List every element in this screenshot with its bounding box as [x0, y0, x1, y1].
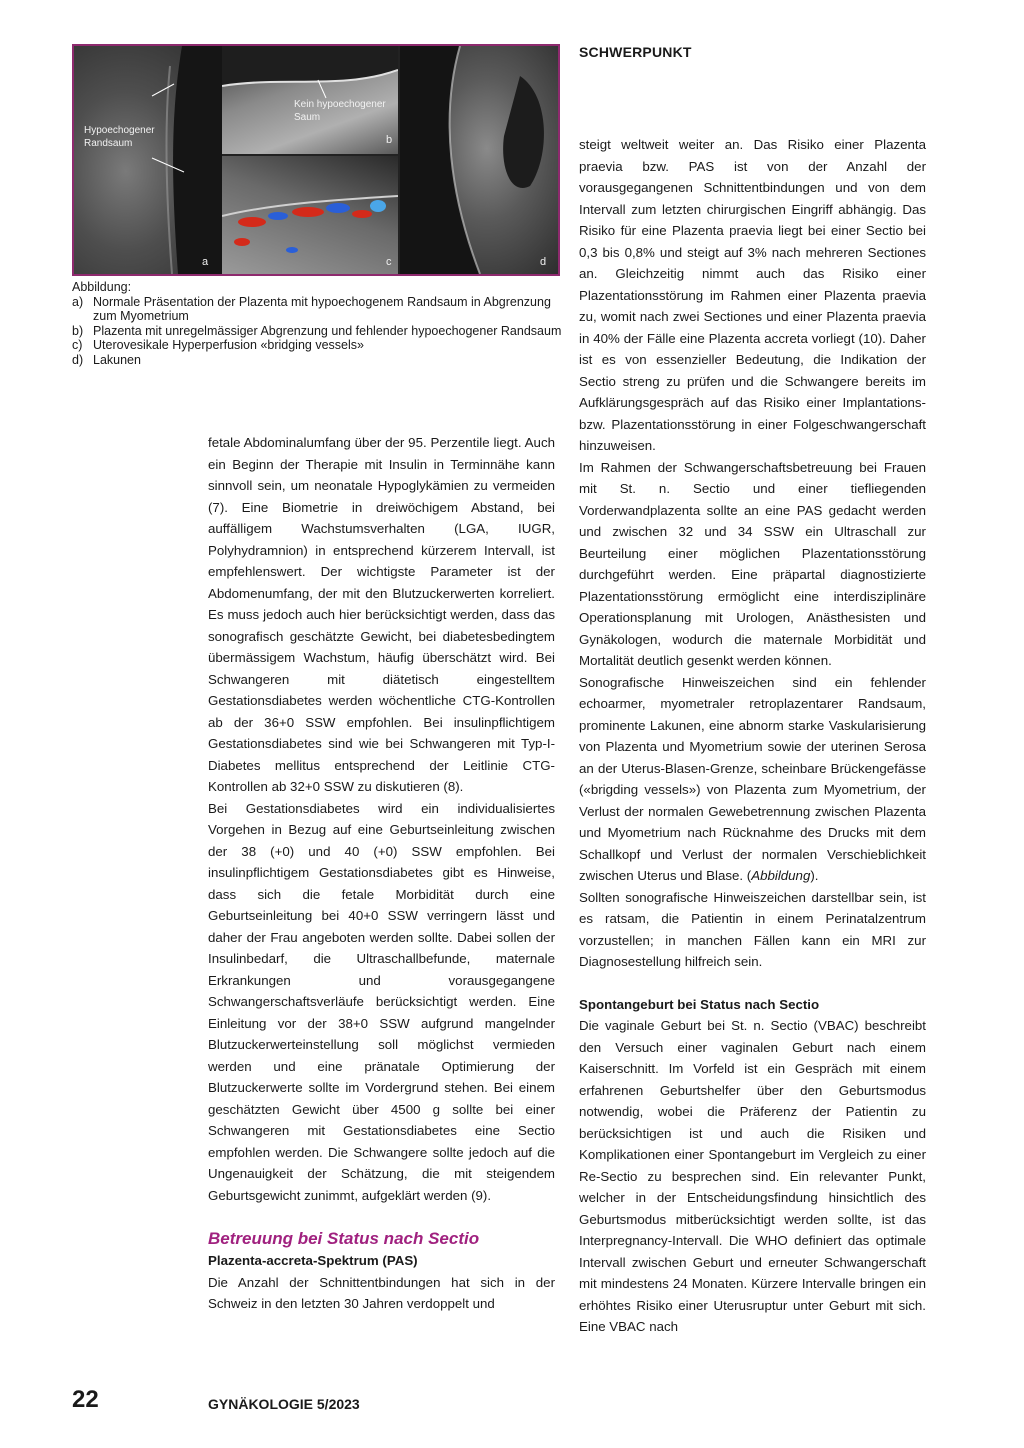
- body-paragraph: Sollten sonografische Hinweiszeichen darstellbar sein, ist es ratsam, die Patientin in einem Perinatalzentrum vorzustellen; in manchen Fällen kann ein MRI zur Diagnosestellung hilfreich sein.: [579, 889, 926, 969]
- caption-item-label: d): [72, 352, 84, 367]
- caption-item-text: Normale Präsentation der Plazenta mit hypoechogenem Randsaum in Abgrenzung zum Myometrium: [93, 294, 551, 324]
- body-paragraph: Die Anzahl der Schnittentbindungen hat sich in der Schweiz in den letzten 30 Jahren verdoppelt und: [208, 1274, 555, 1311]
- body-paragraph: Im Rahmen der Schwangerschaftsbetreuung bei Frauen mit St. n. Sectio und einer tiefliegenden Vorderwandplazenta sollte an eine PAS gedacht werden und zwischen 32 und 34 SSW ein Ultraschall zur Beurteilung einer möglichen Plazentationsstörung durchgeführt werden. Eine präpartal diagnostizierte Plazentationsstörung ermöglicht eine interdisziplinäre Operationsplanung mit Urologen, Anästhesisten und Gynäkologen, wodurch die maternale Morbidität und Mortalität deutlich gesenkt werden können.: [579, 459, 926, 668]
- panel-d-letter: d: [540, 256, 547, 268]
- ultrasound-panel-b: [222, 46, 398, 154]
- caption-list: [72, 295, 562, 368]
- caption-item-label: b): [72, 323, 84, 338]
- journal-name: GYNÄKOLOGIE 5/2023: [208, 1396, 360, 1412]
- ultrasound-figure: [72, 44, 560, 276]
- body-paragraph: steigt weltweit weiter an. Das Risiko einer Plazenta praevia bzw. PAS ist von der Anzahl der vorausgegangenen Schnittentbindungen und von dem Intervall zum letzten chirurgischen Eingriff abhängig. Das Risiko für eine Plazenta praevia liegt bei einer Sectio bei 0,3 bis 0,8% und steigt auf 3% nach mehreren Sectiones an. Gleichzeitig nimmt auch das Risiko einer Plazentationsstörung im Rahmen einer Plazenta praevia zu, womit nach zwei Sectiones und einer Plazenta praevia in 40% der Fälle eine Plazenta accreta vorliegt (10). Daher ist es von essenzieller Bedeutung, die Indikation der Sectio streng zu prüfen und die Schwangere bereits im Aufklärungsgespräch auf das Risiko einer Implantations- bzw. Plazentationsstörung in einer Folgeschwangerschaft hinzuweisen.: [579, 137, 926, 453]
- caption-title: Abbildung:: [72, 280, 132, 294]
- right-column: [579, 134, 926, 1338]
- body-paragraph: fetale Abdominalumfang über der 95. Perzentile liegt. Auch ein Beginn der Therapie mit Insulin in Terminnähe kann sinnvoll sein, um neonatale Hypoglykämien zu vermeiden (7). Eine Biometrie in dreiwöchigem Abstand, bei auffälligem Wachstumsverhalten (LGA, IUGR, Polyhydramnion) in entsprechend kürzerem Intervall, ist empfehlenswert. Der wichtigste Parameter ist der Abdomenumfang, der mit den Blutzuckerwerten korreliert. Es muss jedoch auch hier berücksichtigt werden, dass das sonografisch geschätzte Gewicht, bei diabetesbedingtem übermässigem Wachstum, häufig überschätzt wird. Bei Schwangeren mit diätetisch eingestelltem Gestationsdiabetes werden wöchentliche CTG-Kontrollen ab der 36+0 SSW empfohlen. Bei insulinpflichtigem Gestationsdiabetes sind wie bei Schwangeren mit Typ-I-Diabetes mellitus entsprechend der Leitlinie CTG-Kontrollen ab 32+0 SSW zu diskutieren (8).: [208, 435, 555, 794]
- left-column: [208, 432, 555, 1315]
- caption-item-text: Plazenta mit unregelmässiger Abgrenzung und fehlender hypoechogener Randsaum: [93, 323, 562, 338]
- page-number: 22: [72, 1386, 99, 1413]
- ultrasound-panel-c: [222, 156, 398, 274]
- sub-heading: Spontangeburt bei Status nach Sectio: [579, 996, 820, 1012]
- panel-a-texture: [74, 46, 222, 274]
- sub-heading: Plazenta-accreta-Spektrum (PAS): [208, 1253, 418, 1268]
- ultrasound-panel-a: [74, 46, 222, 274]
- panel-a-letter: a: [202, 256, 209, 268]
- body-paragraph: Die vaginale Geburt bei St. n. Sectio (VBAC) beschreibt den Versuch einer vaginalen Geburt nach einem Kaiserschnitt. Im Vorfeld ist ein Gespräch mit einem erfahrenen Geburtshelfer über den Geburtsmodus notwendig, wobei die Präferenz der Patientin zu berücksichtigen ist und auch die Risiken und Komplikationen einer Spontangeburt im Vergleich zu einer Re-Sectio zu besprechen sind. Ein relevanter Punkt, welcher in der Entscheidungsfindung hinsichtlich des Geburtsmodus mitberücksichtigt werden sollte, ist das Interpregnancy-Intervall. Die WHO definiert das optimale Intervall zwischen Geburt und erneuter Schwangerschaft mit mindestens 24 Monaten. Kürzere Intervalle bringen ein erhöhtes Risiko einer Uterusruptur unter Geburt mit sich. Eine VBAC nach: [579, 1018, 926, 1334]
- panel-b-label: Kein hypoechogener Saum: [294, 99, 386, 123]
- caption-item-a: [72, 295, 562, 324]
- caption-item-label: c): [72, 338, 83, 353]
- figure-reference: Abbildung: [751, 868, 811, 883]
- panel-d-texture: [400, 46, 558, 274]
- panel-c-letter: c: [386, 256, 392, 268]
- panel-a-label: Hypoechogener Randsaum: [84, 125, 155, 149]
- figure-caption: [72, 280, 562, 368]
- paragraph-text: Sonografische Hinweiszeichen sind ein fehlender echoarmer, myometraler retroplazentarer Randsaum, prominente Lakunen, eine abnorm starke Vaskularisierung von Plazenta und Myometrium sowie der uterinen Serosa an der Uterus-Blasen-Grenze, scheinbare Brückengefässe («brigding vessels») von Plazenta zum Myometrium, der Verlust der normalen Gewebetrennung zwischen Plazenta und Myometrium nach Rücknahme des Drucks mit dem Schallkopf und Verlust der normalen Verschieblichkeit zwischen Uterus und Blase. (: [579, 674, 926, 883]
- caption-item-c: [72, 338, 562, 353]
- body-paragraph: Bei Gestationsdiabetes wird ein individualisiertes Vorgehen in Bezug auf eine Geburtseinleitung zwischen der 38 (+0) und 40 (+0) SSW empfohlen. Bei insulinpflichtigem Gestationsdiabetes gibt es Hinweise, dass sich die fetale Morbidität durch eine Geburtseinleitung bei 40+0 SSW verringern lässt und daher der Frau angeboten werden sollte. Dabei sollen der Insulinbedarf, die Ultraschallbefunde, maternale Erkrankungen und vorausgegangene Schwangerschaftsverläufe berücksichtigt werden. Eine Einleitung vor der 38+0 SSW aufgrund mangelnder Blutzuckerwerteinstellung soll möglichst vermieden werden und eine pränatale Optimierung der Blutzuckerwerte sollte im Vordergrund stehen. Bei einem geschätzten Gewicht über 4500 g sollte bei einer Schwangeren mit Gestationsdiabetes eine Sectio empfohlen werden. Die Schwangere sollte jedoch auf die Ungenauigkeit der Schätzung, die mit steigendem Geburtsgewicht zunimmt, aufgeklärt werden (9).: [208, 800, 555, 1203]
- caption-item-d: [72, 353, 562, 368]
- body-paragraph: [579, 672, 926, 887]
- caption-item-text: Uterovesikale Hyperperfusion «bridging vessels»: [93, 338, 364, 353]
- caption-item-text: Lakunen: [93, 352, 141, 367]
- caption-item-b: [72, 324, 562, 339]
- panel-c-doppler: [222, 156, 398, 274]
- caption-item-label: a): [72, 294, 84, 309]
- section-heading: Betreuung bei Status nach Sectio: [208, 1229, 480, 1248]
- ultrasound-panel-d: [400, 46, 558, 274]
- section-header-label: SCHWERPUNKT: [579, 44, 692, 60]
- paragraph-text: ).: [810, 868, 819, 883]
- panel-b-letter: b: [386, 134, 393, 146]
